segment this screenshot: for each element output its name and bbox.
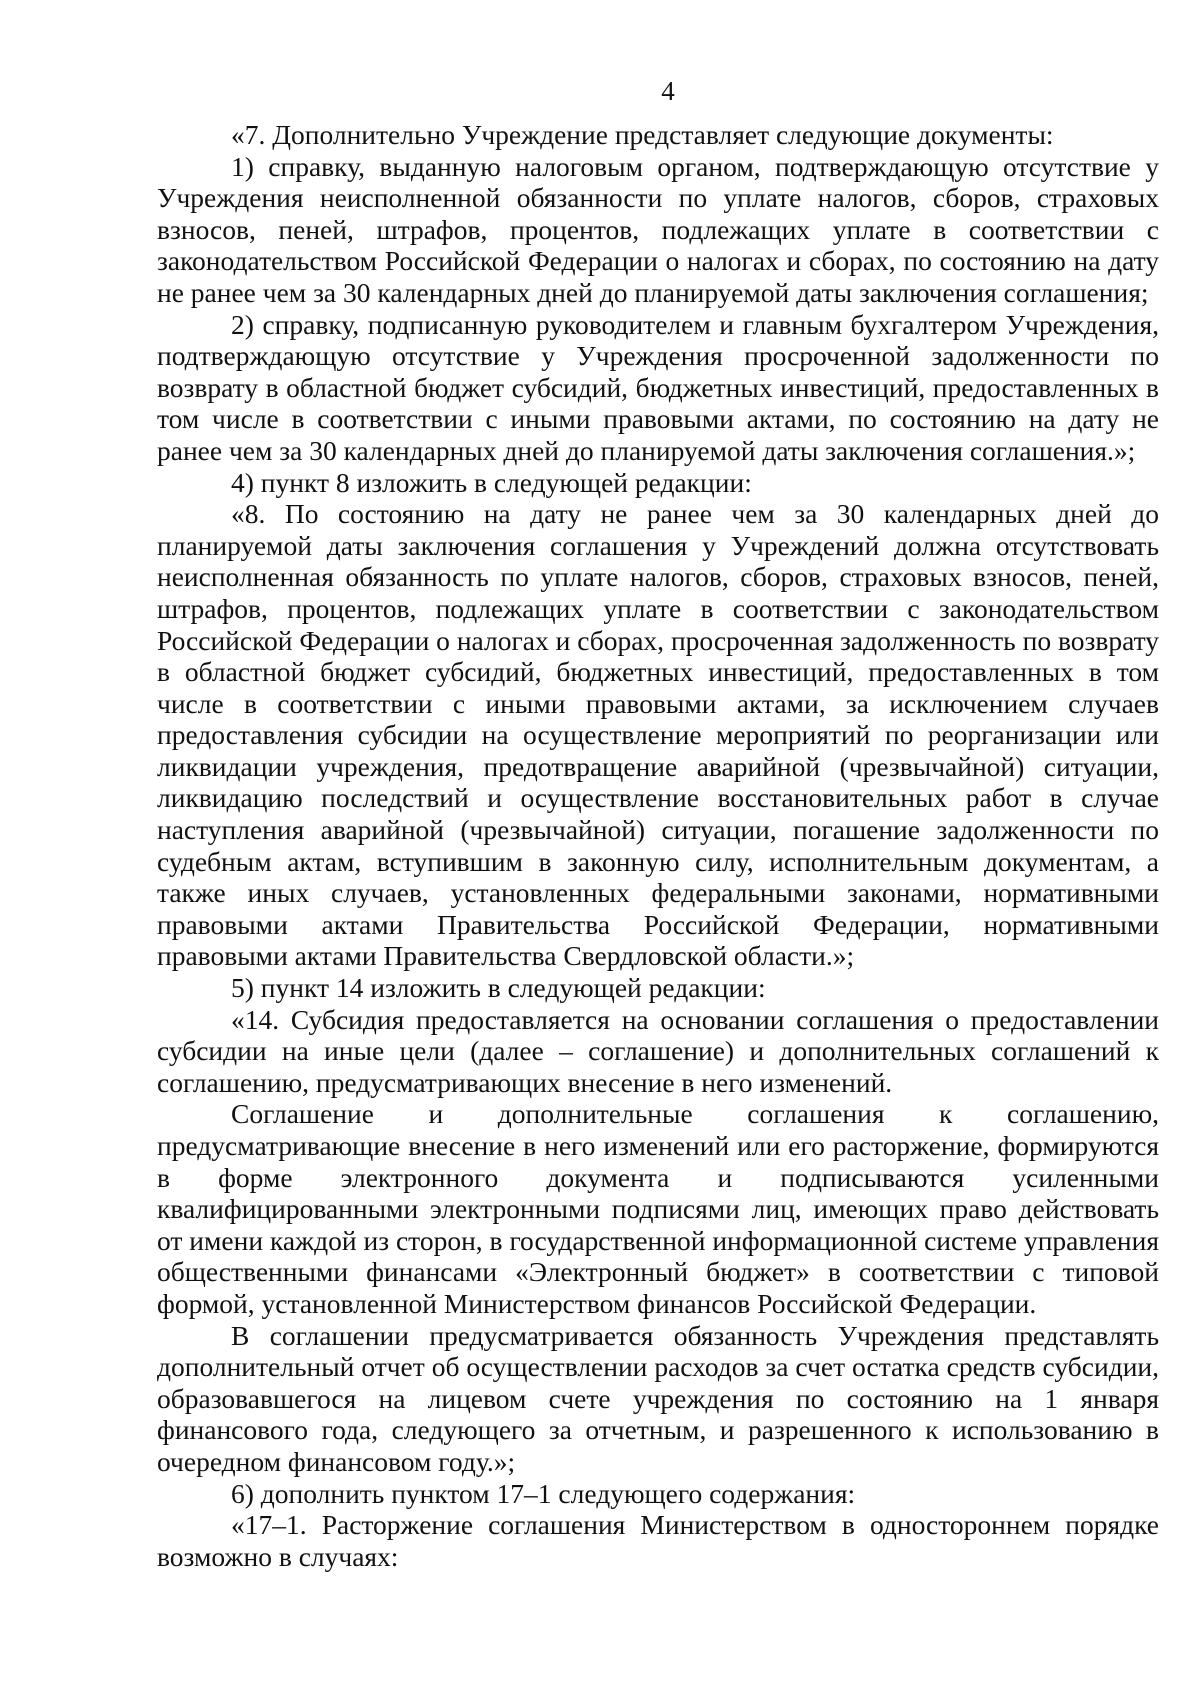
paragraph-item-14-text: «14. Субсидия предоставляется на основании соглашения о предоставлении субсидии на иные цели (далее – соглашение) и дополнительных соглашений к соглашению, предусматривающих внесение в него изменений. <box>157 1003 1159 1098</box>
paragraph-amend-item-8: 4) пункт 8 изложить в следующей редакции: <box>231 466 752 498</box>
paragraph-amend-item-14: 5) пункт 14 изложить в следующей редакции: <box>231 972 766 1004</box>
page-number: 4 <box>661 76 675 106</box>
paragraph-item-17-1-text: «17–1. Расторжение соглашения Министерством в одностороннем порядке возможно в случаях: <box>157 1509 1159 1572</box>
paragraph-tax-certificate: 1) справку, выданную налоговым органом, подтверждающую отсутствие у Учреждения неисполненной обязанности по уплате налогов, сборов, страховых взносов, пеней, штрафов, процентов, подлежащих уплате в соответствии с законодательством Российской Федерации о налогах и сборах, по состоянию на дату не ранее чем за 30 календарных дней до планируемой даты заключения соглашения; <box>157 150 1159 308</box>
paragraph-debt-certificate: 2) справку, подписанную руководителем и главным бухгалтером Учреждения, подтверждающую отсутствие у Учреждения просроченной задолженности по возврату в областной бюджет субсидий, бюджетных инвестиций, предоставленных в том числе в соответствии с иными правовыми актами, по состоянию на дату не ранее чем за 30 календарных дней до планируемой даты заключения соглашения.»; <box>157 308 1159 466</box>
paragraph-item-7-intro: «7. Дополнительно Учреждение представляет следующие документы: <box>231 119 1054 150</box>
paragraph-item-8-text: «8. По состоянию на дату не ранее чем за 30 календарных дней до планируемой даты заключения соглашения у Учреждений должна отсутствовать неисполненная обязанность по уплате налогов, сборов, страховых взносов, пеней, штрафов, процентов, подлежащих уплате в соответствии с законодательством Российской Федерации о налогах и сборах, просроченная задолженность по возврату в областной бюджет субсидий, бюджетных инвестиций, предоставленных в том числе в соответствии с иными правовыми актами, за исключением случаев предоставления субсидии на осуществление мероприятий по реорганизации или ликвидации учреждения, предотвращение аварийной (чрезвычайной) ситуации, ликвидацию последствий и осуществление восстановительных работ в случае наступления аварийной (чрезвычайной) ситуации, погашение задолженности по судебным актам, вступившим в законную силу, исполнительным документам, а также иных случаев, установленных федеральными законами, нормативными правовыми актами Правительства Российской Федерации, нормативными правовыми актами Правительства Свердловской области.»; <box>157 498 1159 972</box>
paragraph-report-obligation: В соглашении предусматривается обязанность Учреждения представлять дополнительный отчет об осуществлении расходов за счет остатка средств субсидии, образовавшегося на лицевом счете учреждения по состоянию на 1 января финансового года, следующего за отчетным, и разрешенного к использованию в очередном финансовом году.»; <box>157 1319 1159 1477</box>
document-body <box>157 119 1159 1572</box>
paragraph-agreement-form: Соглашение и дополнительные соглашения к соглашению, предусматривающие внесение в него изменений или его расторжение, формируются в форме электронного документа и подписываются усиленными квалифицированными электронными подписями лиц, имеющих право действовать от имени каждой из сторон, в государственной информационной системе управления общественными финансами «Электронный бюджет» в соответствии с типовой формой, установленной Министерством финансов Российской Федерации. <box>157 1098 1159 1319</box>
paragraph-add-item-17-1: 6) дополнить пунктом 17–1 следующего содержания: <box>231 1477 856 1509</box>
